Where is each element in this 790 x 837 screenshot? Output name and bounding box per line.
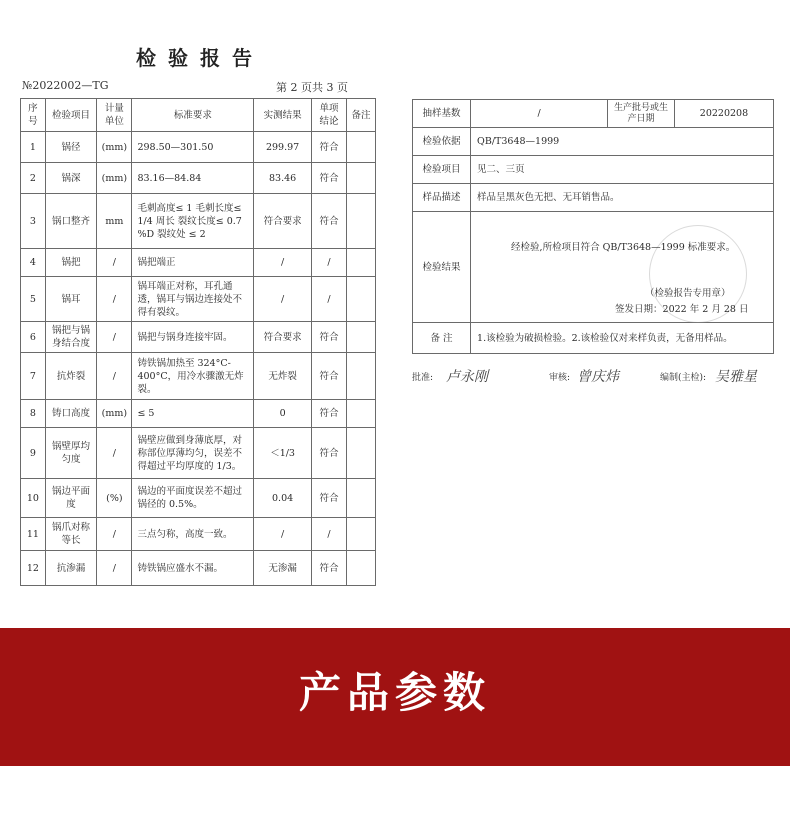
column-header: 备注 bbox=[347, 99, 376, 132]
batch-label: 生产批号或生产日期 bbox=[608, 100, 675, 128]
table-row bbox=[21, 428, 376, 479]
cell-item: 锅爪对称等长 bbox=[45, 518, 97, 551]
cell-unit: (mm) bbox=[97, 400, 132, 428]
table-row bbox=[21, 194, 376, 249]
column-header: 实测结果 bbox=[254, 99, 312, 132]
conclusion-text: 经检验,所检项目符合 QB/T3648—1999 标准要求。 bbox=[511, 242, 736, 253]
cell-concl: 符合 bbox=[311, 479, 346, 518]
edit-signature: 吴雅星 bbox=[715, 369, 757, 385]
cell-unit: / bbox=[97, 277, 132, 322]
cell-std: 铸铁锅应盛水不漏。 bbox=[132, 551, 254, 586]
cell-no: 9 bbox=[21, 428, 46, 479]
cell-note bbox=[347, 132, 376, 163]
summary-row-items bbox=[413, 156, 774, 184]
cell-concl: 符合 bbox=[311, 400, 346, 428]
cell-item: 锅深 bbox=[45, 163, 97, 194]
cell-unit: / bbox=[97, 353, 132, 400]
cell-no: 7 bbox=[21, 353, 46, 400]
sample-desc-value: 样品呈黑灰色无把、无耳销售品。 bbox=[471, 184, 774, 212]
batch-value: 20220208 bbox=[674, 100, 773, 128]
cell-std: 锅把与锅身连接牢固。 bbox=[132, 322, 254, 353]
sample-base-label: 抽样基数 bbox=[413, 100, 471, 128]
cell-note bbox=[347, 518, 376, 551]
cell-no: 1 bbox=[21, 132, 46, 163]
basis-label: 检验依据 bbox=[413, 128, 471, 156]
column-header: 标准要求 bbox=[132, 99, 254, 132]
cell-std: 83.16—84.84 bbox=[132, 163, 254, 194]
cell-no: 8 bbox=[21, 400, 46, 428]
cell-item: 锅径 bbox=[45, 132, 97, 163]
table-row bbox=[21, 400, 376, 428]
table-row bbox=[21, 249, 376, 277]
cell-item: 锅耳 bbox=[45, 277, 97, 322]
review-label: 审核: bbox=[549, 373, 571, 383]
cell-std: 锅耳端正对称，耳孔通透，锅耳与锅边连接处不得有裂纹。 bbox=[132, 277, 254, 322]
cell-unit: / bbox=[97, 249, 132, 277]
cell-concl: / bbox=[311, 249, 346, 277]
cell-std: ≤ 5 bbox=[132, 400, 254, 428]
cell-note bbox=[347, 428, 376, 479]
cell-item: 锅壁厚均匀度 bbox=[45, 428, 97, 479]
report-summary-table bbox=[412, 99, 774, 354]
cell-unit: / bbox=[97, 551, 132, 586]
cell-item: 铸口高度 bbox=[45, 400, 97, 428]
cell-note bbox=[347, 163, 376, 194]
cell-std: 锅边的平面度误差不超过锅径的 0.5%。 bbox=[132, 479, 254, 518]
table-row bbox=[21, 277, 376, 322]
cell-concl: 符合 bbox=[311, 322, 346, 353]
cell-no: 5 bbox=[21, 277, 46, 322]
cell-item: 锅边平面度 bbox=[45, 479, 97, 518]
cell-concl: 符合 bbox=[311, 428, 346, 479]
cell-std: 铸铁锅加热至 324°C-400°C，用冷水骤激无炸裂。 bbox=[132, 353, 254, 400]
cell-result: 83.46 bbox=[254, 163, 312, 194]
table-row bbox=[21, 132, 376, 163]
cell-concl: 符合 bbox=[311, 132, 346, 163]
cell-concl: / bbox=[311, 277, 346, 322]
cell-result: 0 bbox=[254, 400, 312, 428]
page-number: 第 2 页共 3 页 bbox=[276, 81, 348, 94]
cell-concl: 符合 bbox=[311, 551, 346, 586]
summary-row-description bbox=[413, 184, 774, 212]
items-label: 检验项目 bbox=[413, 156, 471, 184]
cell-std: 锅把端正 bbox=[132, 249, 254, 277]
summary-row-remark bbox=[413, 323, 774, 354]
banner-title: 产品参数 bbox=[298, 668, 491, 717]
cell-note bbox=[347, 400, 376, 428]
cell-concl: 符合 bbox=[311, 353, 346, 400]
cell-unit: (mm) bbox=[97, 132, 132, 163]
cell-item: 锅口整齐 bbox=[45, 194, 97, 249]
sample-base-value: / bbox=[471, 100, 608, 128]
review-signature: 曾庆炜 bbox=[577, 369, 619, 385]
cell-note bbox=[347, 277, 376, 322]
cell-no: 12 bbox=[21, 551, 46, 586]
inspection-items-table bbox=[20, 98, 376, 586]
cell-item: 抗炸裂 bbox=[45, 353, 97, 400]
table-row bbox=[21, 163, 376, 194]
cell-unit: / bbox=[97, 428, 132, 479]
remark-label: 备 注 bbox=[413, 323, 471, 354]
cell-unit: mm bbox=[97, 194, 132, 249]
sample-desc-label: 样品描述 bbox=[413, 184, 471, 212]
table-header-row bbox=[21, 99, 376, 132]
cell-concl: 符合 bbox=[311, 194, 346, 249]
table-row bbox=[21, 353, 376, 400]
column-header: 计量单位 bbox=[97, 99, 132, 132]
cell-unit: (mm) bbox=[97, 163, 132, 194]
report-title: 检验报告 bbox=[136, 46, 264, 70]
cell-result: 符合要求 bbox=[254, 322, 312, 353]
summary-row-conclusion bbox=[413, 212, 774, 323]
cell-result: ＜1/3 bbox=[254, 428, 312, 479]
approve-label: 批准: bbox=[412, 373, 434, 383]
cell-result: 299.97 bbox=[254, 132, 312, 163]
table-row bbox=[21, 518, 376, 551]
items-value: 见二、三页 bbox=[471, 156, 774, 184]
column-header: 序号 bbox=[21, 99, 46, 132]
cell-result: 无渗漏 bbox=[254, 551, 312, 586]
cell-result: 无炸裂 bbox=[254, 353, 312, 400]
cell-note bbox=[347, 322, 376, 353]
table-row bbox=[21, 479, 376, 518]
cell-note bbox=[347, 551, 376, 586]
cell-std: 毛刺高度≤ 1 毛刺长度≤ 1/4 周长 裂纹长度≤ 0.7 %D 裂纹处 ≤ 2 bbox=[132, 194, 254, 249]
cell-item: 抗渗漏 bbox=[45, 551, 97, 586]
conclusion-stamp: （检验报告专用章） bbox=[645, 288, 731, 299]
cell-note bbox=[347, 194, 376, 249]
cell-note bbox=[347, 353, 376, 400]
cell-no: 3 bbox=[21, 194, 46, 249]
column-header: 单项结论 bbox=[311, 99, 346, 132]
approve-signature: 卢永刚 bbox=[446, 369, 488, 385]
cell-result: / bbox=[254, 277, 312, 322]
edit-label: 编制(主检): bbox=[660, 373, 707, 383]
cell-result: / bbox=[254, 518, 312, 551]
conclusion-cell bbox=[471, 212, 774, 323]
cell-result: / bbox=[254, 249, 312, 277]
cell-unit: / bbox=[97, 322, 132, 353]
cell-note bbox=[347, 249, 376, 277]
cell-item: 锅把 bbox=[45, 249, 97, 277]
summary-row-sampling bbox=[413, 100, 774, 128]
cell-concl: / bbox=[311, 518, 346, 551]
cell-std: 锅壁应做到身薄底厚，对称部位厚薄均匀，误差不得超过平均厚度的 1/3。 bbox=[132, 428, 254, 479]
report-number: №2022002—TG bbox=[22, 79, 109, 92]
cell-unit: (%) bbox=[97, 479, 132, 518]
basis-value: QB/T3648—1999 bbox=[471, 128, 774, 156]
cell-no: 4 bbox=[21, 249, 46, 277]
table-row bbox=[21, 322, 376, 353]
cell-std: 三点匀称，高度一致。 bbox=[132, 518, 254, 551]
cell-result: 0.04 bbox=[254, 479, 312, 518]
remark-value: 1.该检验为破损检验。2.该检验仅对来样负责，无备用样品。 bbox=[471, 323, 774, 354]
cell-no: 2 bbox=[21, 163, 46, 194]
conclusion-date: 签发日期：2022 年 2 月 28 日 bbox=[615, 304, 749, 315]
cell-no: 6 bbox=[21, 322, 46, 353]
cell-no: 11 bbox=[21, 518, 46, 551]
cell-unit: / bbox=[97, 518, 132, 551]
cell-result: 符合要求 bbox=[254, 194, 312, 249]
cell-std: 298.50—301.50 bbox=[132, 132, 254, 163]
table-row bbox=[21, 551, 376, 586]
cell-concl: 符合 bbox=[311, 163, 346, 194]
summary-row-basis bbox=[413, 128, 774, 156]
cell-note bbox=[347, 479, 376, 518]
cell-no: 10 bbox=[21, 479, 46, 518]
column-header: 检验项目 bbox=[45, 99, 97, 132]
cell-item: 锅把与锅身结合度 bbox=[45, 322, 97, 353]
conclusion-label: 检验结果 bbox=[413, 212, 471, 323]
